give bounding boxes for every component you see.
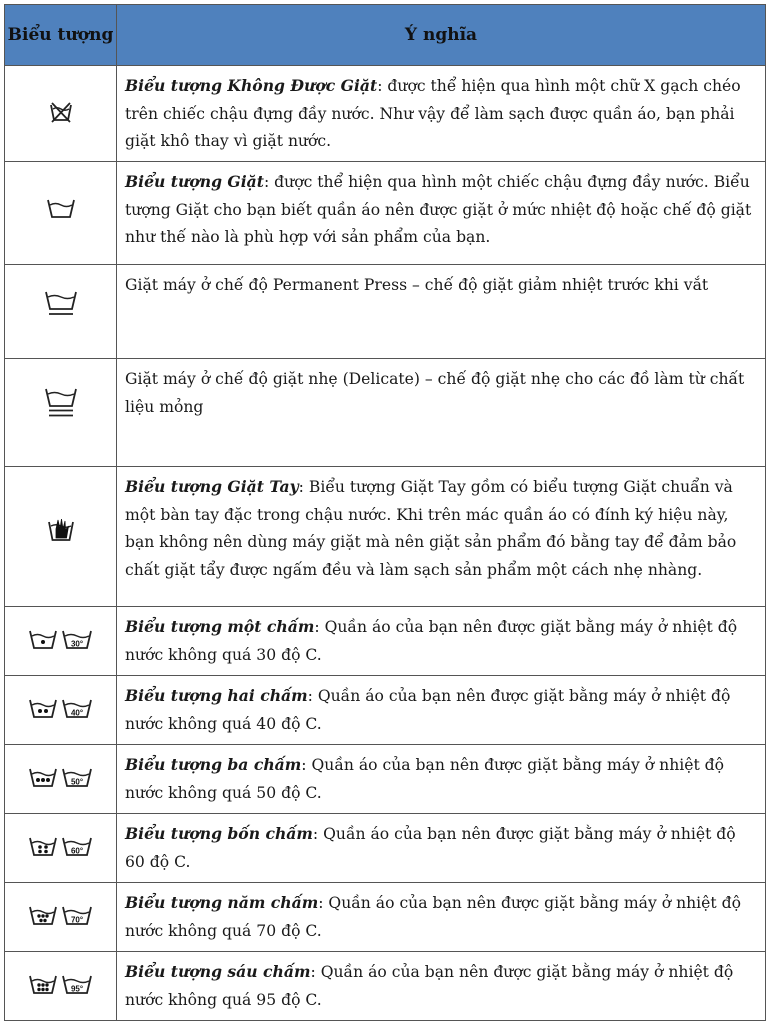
temperature-wash-icon xyxy=(62,628,92,650)
permanent-press-icon xyxy=(45,289,77,317)
table-row xyxy=(5,467,766,607)
symbol-description: : được thể hiện qua hình một chiếc chậu đựng đầy nước. Biểu tượng Giặt cho bạn biết quần áo nên được giặt ở mức nhiệt độ hoặc chế độ giặt như thế nào là phù hợp với sản phẩm của bạn. xyxy=(125,173,752,246)
symbol-name: Biểu tượng bốn chấm xyxy=(125,824,313,843)
symbol-description: : Quần áo của bạn nên được giặt bằng máy ở nhiệt độ nước không quá 95 độ C. xyxy=(125,963,734,1009)
table-row xyxy=(5,607,766,676)
symbol-name: Biểu tượng ba chấm xyxy=(125,755,302,774)
symbol-description: : Quần áo của bạn nên được giặt bằng máy ở nhiệt độ nước không quá 70 độ C. xyxy=(125,894,741,940)
meaning-cell xyxy=(117,66,766,162)
do-not-wash-icon xyxy=(49,100,73,124)
symbol-description: : Quần áo của bạn nên được giặt bằng máy ở nhiệt độ 60 độ C. xyxy=(125,825,736,871)
temperature-label: 95° xyxy=(70,984,84,994)
symbol-cell xyxy=(5,162,117,265)
temperature-wash-icon xyxy=(62,904,92,926)
symbol-name: Biểu tượng Giặt Tay xyxy=(125,477,299,496)
temperature-wash-icon xyxy=(62,697,92,719)
meaning-cell xyxy=(117,162,766,265)
table-row xyxy=(5,952,766,1021)
symbol-description: : Quần áo của bạn nên được giặt bằng máy ở nhiệt độ nước không quá 30 độ C. xyxy=(125,618,738,664)
temperature-wash-icon xyxy=(62,835,92,857)
symbol-cell xyxy=(5,607,117,676)
temperature-wash-icon xyxy=(62,973,92,995)
symbol-description: Giặt máy ở chế độ Permanent Press – chế độ giặt giảm nhiệt trước khi vắt xyxy=(125,276,709,294)
symbol-cell xyxy=(5,814,117,883)
table-row xyxy=(5,162,766,265)
delicate-wash-icon xyxy=(45,386,77,418)
temperature-label: 40° xyxy=(70,708,84,718)
temperature-label: 50° xyxy=(70,777,84,787)
table-row xyxy=(5,359,766,467)
symbol-description: Giặt máy ở chế độ giặt nhẹ (Delicate) – chế độ giặt nhẹ cho các đồ làm từ chất liệu mỏng xyxy=(125,370,745,416)
temperature-label: 60° xyxy=(70,846,84,856)
temperature-label: 30° xyxy=(70,639,84,649)
header-symbol: Biểu tượng xyxy=(5,5,117,66)
symbol-cell xyxy=(5,745,117,814)
symbol-cell xyxy=(5,359,117,467)
temperature-wash-icon xyxy=(62,766,92,788)
table-row xyxy=(5,265,766,359)
three-dots-wash-icon xyxy=(29,766,57,788)
five-dots-wash-icon xyxy=(29,904,57,926)
symbol-cell xyxy=(5,952,117,1021)
symbol-name: Biểu tượng hai chấm xyxy=(125,686,308,705)
symbol-name: Biểu tượng năm chấm xyxy=(125,893,319,912)
table-row xyxy=(5,66,766,162)
six-dots-wash-icon xyxy=(29,973,57,995)
meaning-cell xyxy=(117,265,766,359)
meaning-cell xyxy=(117,952,766,1021)
symbol-description: : được thể hiện qua hình một chữ X gạch chéo trên chiếc chậu đựng đầy nước. Như vậy để làm sạch được quần áo, bạn phải giặt khô thay vì giặt nước. xyxy=(125,77,741,150)
symbol-cell xyxy=(5,265,117,359)
table-row xyxy=(5,883,766,952)
table-row xyxy=(5,745,766,814)
meaning-cell xyxy=(117,676,766,745)
symbol-cell xyxy=(5,676,117,745)
temperature-label: 70° xyxy=(70,915,84,925)
table-row xyxy=(5,814,766,883)
symbol-description: : Quần áo của bạn nên được giặt bằng máy ở nhiệt độ nước không quá 40 độ C. xyxy=(125,687,731,733)
symbol-cell xyxy=(5,66,117,162)
header-row xyxy=(5,5,766,66)
meaning-cell xyxy=(117,359,766,467)
symbol-cell xyxy=(5,467,117,607)
meaning-cell xyxy=(117,467,766,607)
four-dots-wash-icon xyxy=(29,835,57,857)
meaning-cell xyxy=(117,745,766,814)
header-meaning: Ý nghĩa xyxy=(117,5,766,66)
symbol-name: Biểu tượng Giặt xyxy=(125,172,264,191)
symbol-name: Biểu tượng Không Được Giặt xyxy=(125,76,378,95)
symbol-name: Biểu tượng sáu chấm xyxy=(125,962,311,981)
meaning-cell xyxy=(117,883,766,952)
symbol-description: : Biểu tượng Giặt Tay gồm có biểu tượng Giặt chuẩn và một bàn tay đặc trong chậu nước. Khi trên mác quần áo có đính ký hiệu này, bạn không nên dùng máy giặt mà nên giặt sản phẩm đó bằng tay để đảm bảo chất giặt tẩy được ngấm đều và làm sạch sản phẩm một cách nhẹ nhàng. xyxy=(125,478,737,579)
meaning-cell xyxy=(117,814,766,883)
two-dots-wash-icon xyxy=(29,697,57,719)
symbol-description: : Quần áo của bạn nên được giặt bằng máy ở nhiệt độ nước không quá 50 độ C. xyxy=(125,756,725,802)
meaning-cell xyxy=(117,607,766,676)
wash-tub-icon xyxy=(47,197,75,219)
one-dot-wash-icon xyxy=(29,628,57,650)
symbol-cell xyxy=(5,883,117,952)
hand-wash-icon xyxy=(48,516,74,542)
symbol-name: Biểu tượng một chấm xyxy=(125,617,315,636)
table-row xyxy=(5,676,766,745)
care-symbols-table xyxy=(4,4,766,1021)
